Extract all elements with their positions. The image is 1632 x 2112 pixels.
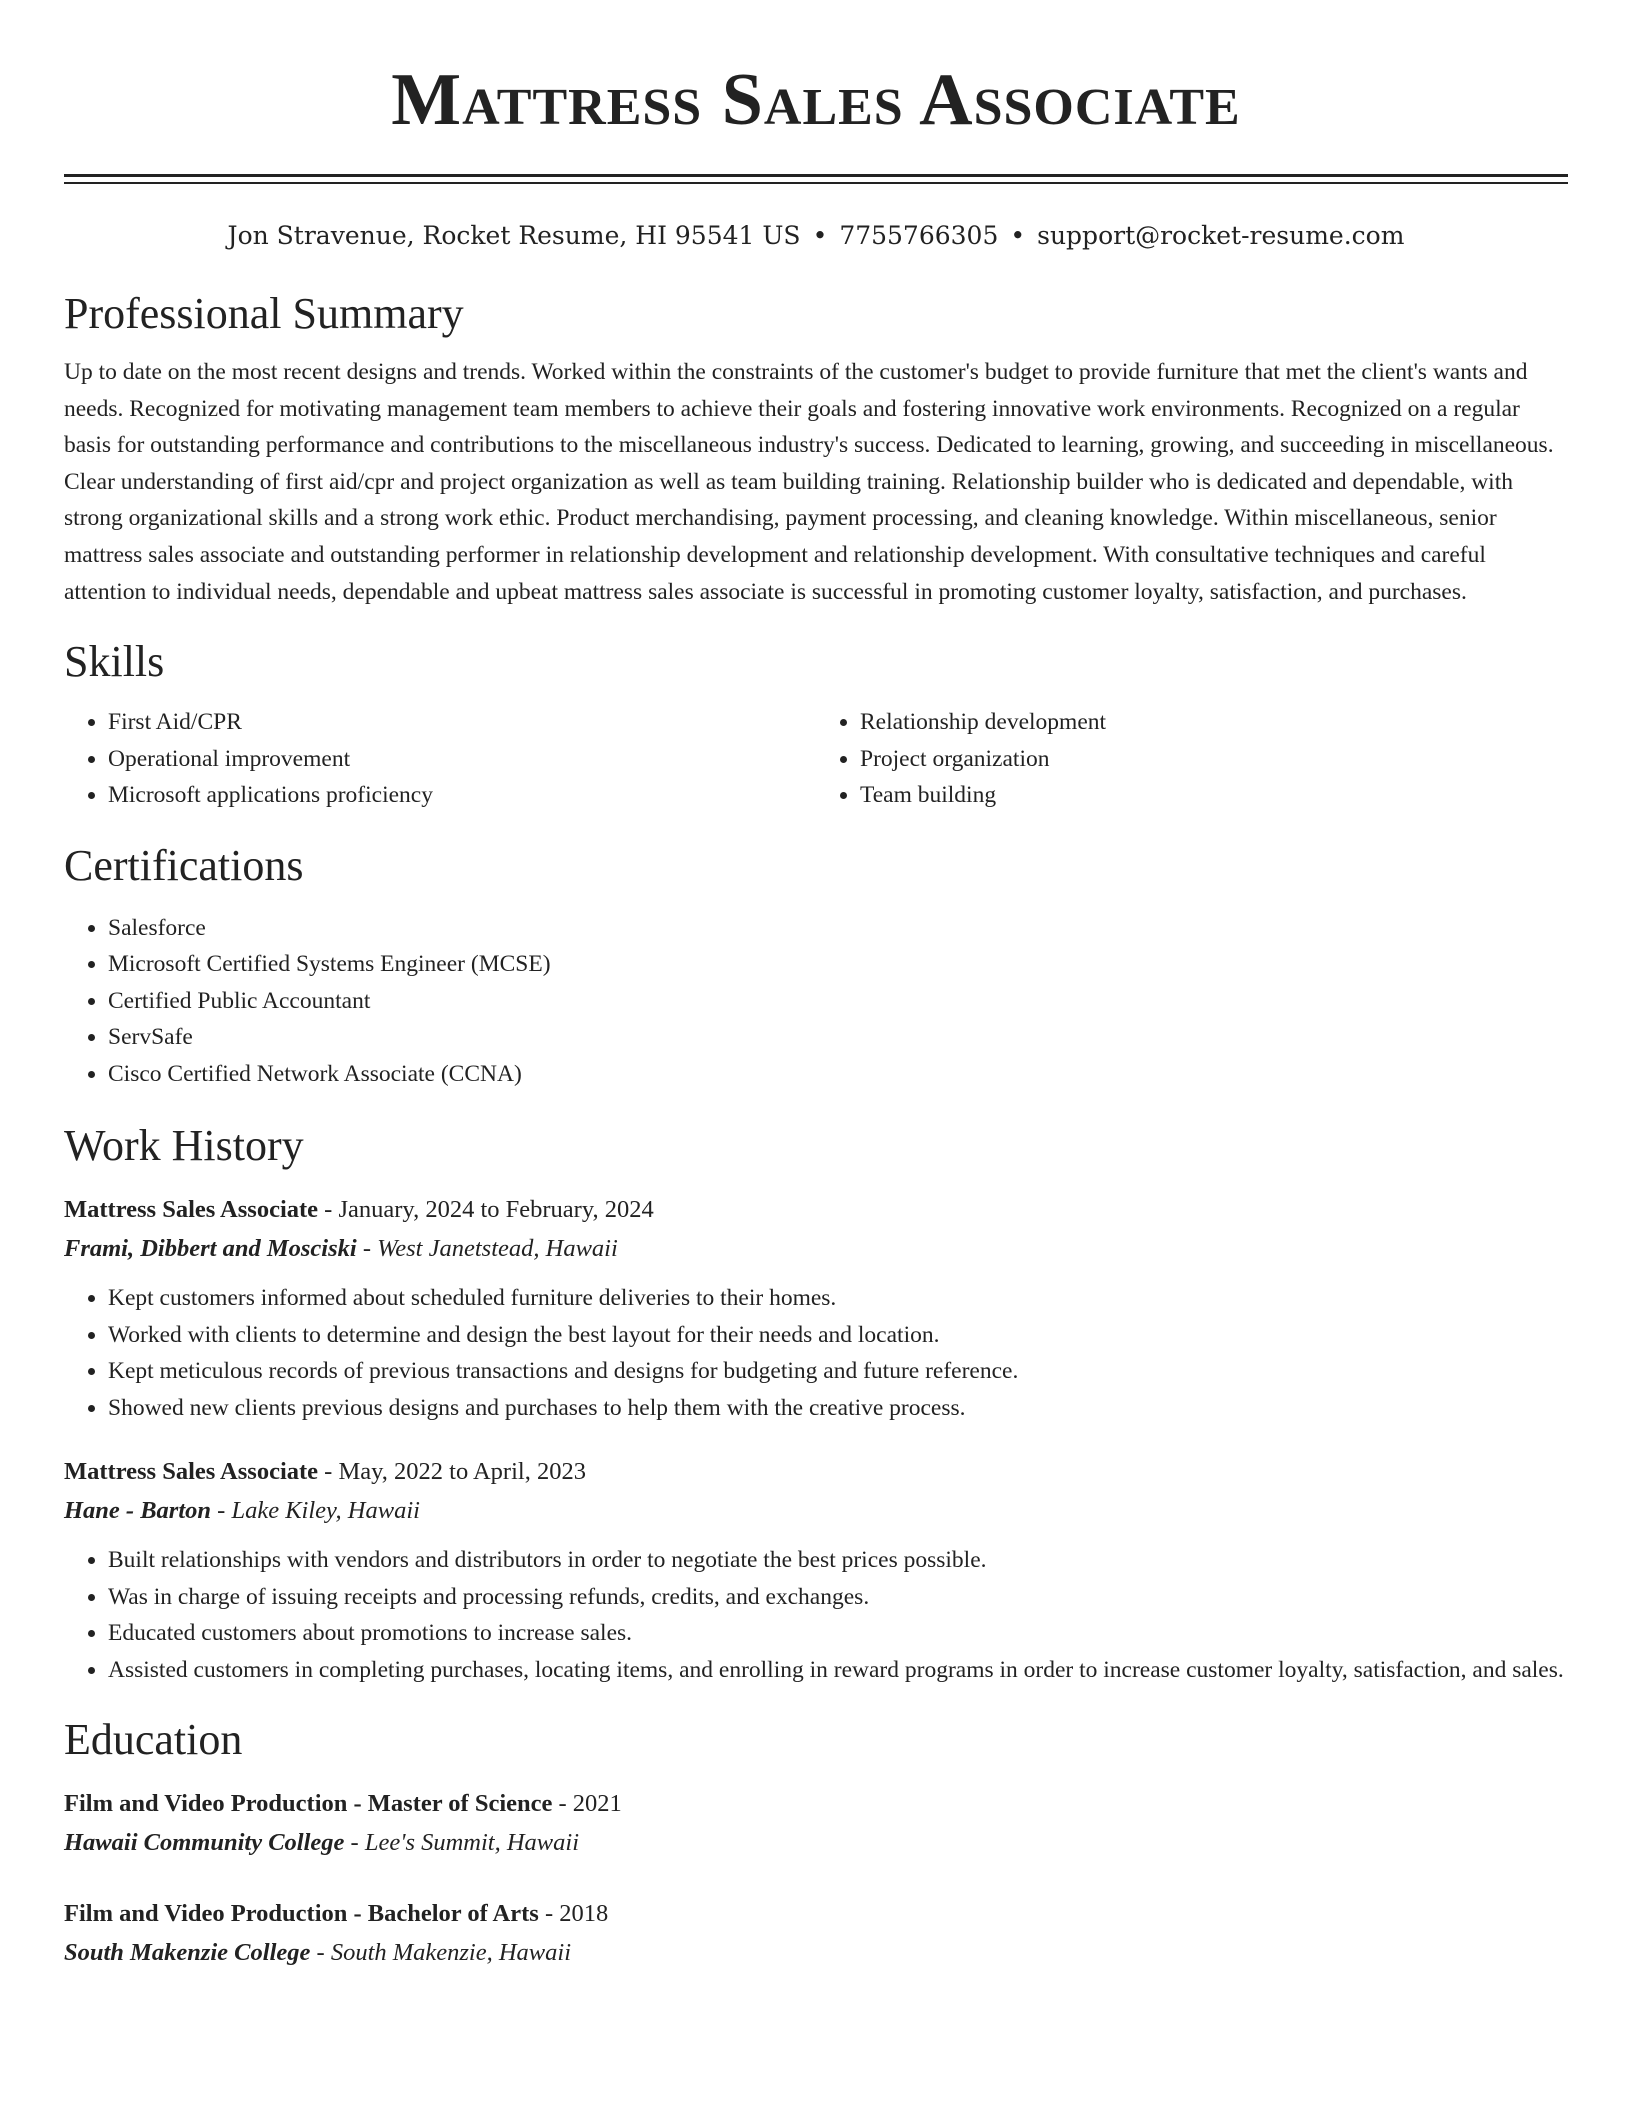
skill-item: • Relationship development (860, 704, 1568, 741)
contact-phone: 7755766305 (839, 221, 999, 250)
skill-item: • Operational improvement (108, 741, 816, 778)
education-entry (64, 1784, 1568, 1862)
certification-item: • Cisco Certified Network Associate (CCNA) (108, 1056, 1568, 1093)
section-heading-education: Education (64, 1715, 243, 1765)
job-company-line: Hane - Barton - Lake Kiley, Hawaii (64, 1497, 420, 1525)
header-divider-thick (64, 174, 1568, 177)
education-year: 2021 (572, 1790, 622, 1818)
header-divider-thin (64, 182, 1568, 184)
job-title: Mattress Sales Associate (64, 1458, 319, 1486)
job-bullet: • Educated customers about promotions to increase sales. (108, 1615, 1568, 1652)
job-bullet: • Assisted customers in completing purchases, locating items, and enrolling in reward programs in order to increase customer loyalty, satisfaction, and sales. (108, 1652, 1568, 1689)
skills-column-right (816, 704, 1568, 814)
skill-item: • First Aid/CPR (108, 704, 816, 741)
job-title-line: Mattress Sales Associate - January, 2024 to February, 2024 (64, 1196, 654, 1224)
job-bullets (64, 1542, 1568, 1688)
skills-column-left (64, 704, 816, 814)
contact-separator: • (812, 221, 828, 250)
job-entry (64, 1452, 1568, 1688)
job-dates: January, 2024 to February, 2024 (338, 1196, 654, 1224)
summary-text: Up to date on the most recent designs and trends. Worked within the constraints of the customer's budget to provide furniture that met the client's wants and needs. Recognized for motivating management team members to achieve their goals and fostering innovative work environments. Recognized on a regular basis for outstanding performance and contributions to the miscellaneous industry's success. Dedicated to learning, growing, and succeeding in miscellaneous. Clear understanding of first aid/cpr and project organization as well as team building training. Relationship builder who is dedicated and dependable, with strong organizational skills and a strong work ethic. Product merchandising, payment processing, and cleaning knowledge. Within miscellaneous, senior mattress sales associate and outstanding performer in relationship development and relationship development. With consultative techniques and careful attention to individual needs, dependable and upbeat mattress sales associate is successful in promoting customer loyalty, satisfaction, and purchases. (64, 359, 1554, 605)
job-location: Lake Kiley, Hawaii (231, 1497, 420, 1525)
education-school: Hawaii Community College (64, 1829, 345, 1857)
job-bullet: • Kept customers informed about scheduled furniture deliveries to their homes. (108, 1280, 1568, 1317)
skill-item: • Team building (860, 777, 1568, 814)
section-heading-skills: Skills (64, 637, 165, 687)
job-bullet: • Was in charge of issuing receipts and processing refunds, credits, and exchanges. (108, 1579, 1568, 1616)
contact-address: Jon Stravenue, Rocket Resume, HI 95541 US (227, 221, 801, 250)
job-company: Frami, Dibbert and Mosciski (64, 1235, 357, 1263)
education-entry (64, 1894, 1568, 1972)
skill-item: • Project organization (860, 741, 1568, 778)
job-title: Mattress Sales Associate (64, 1196, 319, 1224)
certification-item: • Salesforce (108, 910, 1568, 947)
job-bullet: • Showed new clients previous designs and purchases to help them with the creative process. (108, 1390, 1568, 1427)
job-bullet: • Kept meticulous records of previous transactions and designs for budgeting and future reference. (108, 1353, 1568, 1390)
education-degree-line: Film and Video Production - Master of Science - 2021 (64, 1790, 622, 1818)
education-year: 2018 (559, 1900, 609, 1928)
education-school-line: South Makenzie College - South Makenzie, Hawaii (64, 1939, 572, 1967)
certification-item: • ServSafe (108, 1019, 1568, 1056)
contact-separator: • (1010, 221, 1026, 250)
section-heading-summary: Professional Summary (64, 289, 464, 338)
education-location: Lee's Summit, Hawaii (364, 1829, 580, 1857)
job-title-line: Mattress Sales Associate - May, 2022 to April, 2023 (64, 1458, 586, 1486)
education-school: South Makenzie College (64, 1939, 311, 1967)
education-degree: Film and Video Production - Master of Science (64, 1790, 553, 1818)
job-location: West Janetstead, Hawaii (377, 1235, 618, 1263)
job-company: Hane - Barton (64, 1497, 212, 1525)
education-location: South Makenzie, Hawaii (330, 1939, 572, 1967)
job-bullet: • Worked with clients to determine and design the best layout for their needs and location. (108, 1317, 1568, 1354)
education-degree: Film and Video Production - Bachelor of Arts (64, 1900, 539, 1928)
job-entry (64, 1190, 1568, 1426)
certification-item: • Certified Public Accountant (108, 983, 1568, 1020)
job-bullet: • Built relationships with vendors and distributors in order to negotiate the best prices possible. (108, 1542, 1568, 1579)
education-school-line: Hawaii Community College - Lee's Summit, Hawaii (64, 1829, 580, 1857)
job-dates: May, 2022 to April, 2023 (338, 1458, 586, 1486)
resume-title: Mattress Sales Associate (391, 59, 1241, 141)
job-company-line: Frami, Dibbert and Mosciski - West Janetstead, Hawaii (64, 1235, 618, 1263)
section-heading-work-history: Work History (64, 1121, 304, 1171)
skills-list (64, 704, 1568, 814)
contact-email: support@rocket-resume.com (1037, 221, 1405, 250)
job-bullets (64, 1280, 1568, 1426)
section-heading-certifications: Certifications (64, 840, 304, 890)
education-degree-line: Film and Video Production - Bachelor of Arts - 2018 (64, 1900, 609, 1928)
skill-item: • Microsoft applications proficiency (108, 777, 816, 814)
contact-line (64, 220, 1568, 252)
certifications-list (64, 910, 1568, 1093)
certification-item: • Microsoft Certified Systems Engineer (MCSE) (108, 946, 1568, 983)
